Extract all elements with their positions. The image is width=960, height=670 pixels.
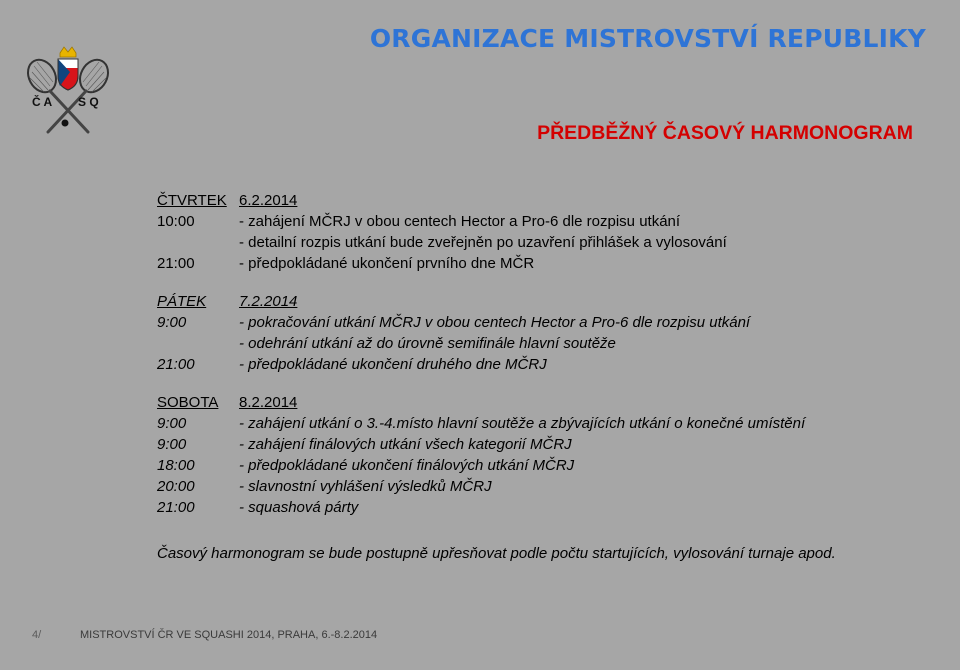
row-time: 9:00 xyxy=(157,436,187,453)
row-text: - detailní rozpis utkání bude zveřejněn po uzavření přihlášek a vylosování xyxy=(239,234,727,251)
row-time: 18:00 xyxy=(157,457,195,474)
day-block-friday xyxy=(157,291,917,375)
schedule-row xyxy=(157,455,917,476)
czech-squash-association-logo-icon xyxy=(20,44,116,140)
page-subtitle: PŘEDBĚŽNÝ ČASOVÝ HARMONOGRAM xyxy=(537,122,913,144)
day-block-saturday xyxy=(157,392,917,518)
row-time: 20:00 xyxy=(157,478,195,495)
logo-letters-right: S Q xyxy=(78,95,99,109)
footer-text: MISTROVSTVÍ ČR VE SQUASHI 2014, PRAHA, 6.-8.2.2014 xyxy=(80,629,378,641)
page-number: 4/ xyxy=(32,629,42,641)
row-time: 21:00 xyxy=(157,356,195,373)
row-time: 9:00 xyxy=(157,314,187,331)
row-time xyxy=(157,232,239,253)
day-name: PÁTEK xyxy=(157,293,207,310)
row-time: 10:00 xyxy=(157,213,195,230)
day-block-thursday xyxy=(157,190,917,274)
logo-letters-left: Č A xyxy=(32,95,53,109)
schedule-row xyxy=(157,354,917,375)
day-heading xyxy=(157,291,917,312)
row-text: - zahájení finálových utkání všech kategorií MČRJ xyxy=(239,436,572,453)
row-text: - pokračování utkání MČRJ v obou centech Hector a Pro-6 dle rozpisu utkání xyxy=(239,314,751,331)
row-text: - zahájení MČRJ v obou centech Hector a Pro-6 dle rozpisu utkání xyxy=(239,213,681,230)
schedule-row xyxy=(157,333,917,354)
row-text: - předpokládané ukončení finálových utkání MČRJ xyxy=(239,457,575,474)
row-text: - slavnostní vyhlášení výsledků MČRJ xyxy=(239,478,492,495)
day-name: ČTVRTEK xyxy=(157,192,227,209)
row-text: - zahájení utkání o 3.-4.místo hlavní soutěže a zbývajících utkání o konečné umístění xyxy=(239,415,806,432)
day-heading xyxy=(157,392,917,413)
schedule-row xyxy=(157,413,917,434)
row-text: - odehrání utkání až do úrovně semifinále hlavní soutěže xyxy=(239,335,616,352)
schedule-row xyxy=(157,211,917,232)
row-time: 9:00 xyxy=(157,415,187,432)
day-date: 7.2.2014 xyxy=(239,293,298,310)
row-text: - squashová párty xyxy=(239,499,359,516)
schedule-row xyxy=(157,253,917,274)
schedule-row xyxy=(157,497,917,518)
day-heading xyxy=(157,190,917,211)
day-date: 8.2.2014 xyxy=(239,394,298,411)
day-name: SOBOTA xyxy=(157,394,219,411)
day-date: 6.2.2014 xyxy=(239,192,298,209)
schedule xyxy=(157,190,917,535)
row-text: - předpokládané ukončení prvního dne MČR xyxy=(239,255,535,272)
schedule-note: Časový harmonogram se bude postupně upřesňovat podle počtu startujících, vylosování turnaje apod. xyxy=(157,545,836,562)
schedule-row xyxy=(157,476,917,497)
row-time: 21:00 xyxy=(157,499,195,516)
page-title: ORGANIZACE MISTROVSTVÍ REPUBLIKY xyxy=(369,24,926,53)
schedule-row xyxy=(157,434,917,455)
row-time xyxy=(157,333,239,354)
row-time: 21:00 xyxy=(157,255,195,272)
schedule-row xyxy=(157,312,917,333)
schedule-row xyxy=(157,232,917,253)
footer xyxy=(32,629,377,641)
row-text: - předpokládané ukončení druhého dne MČRJ xyxy=(239,356,547,373)
